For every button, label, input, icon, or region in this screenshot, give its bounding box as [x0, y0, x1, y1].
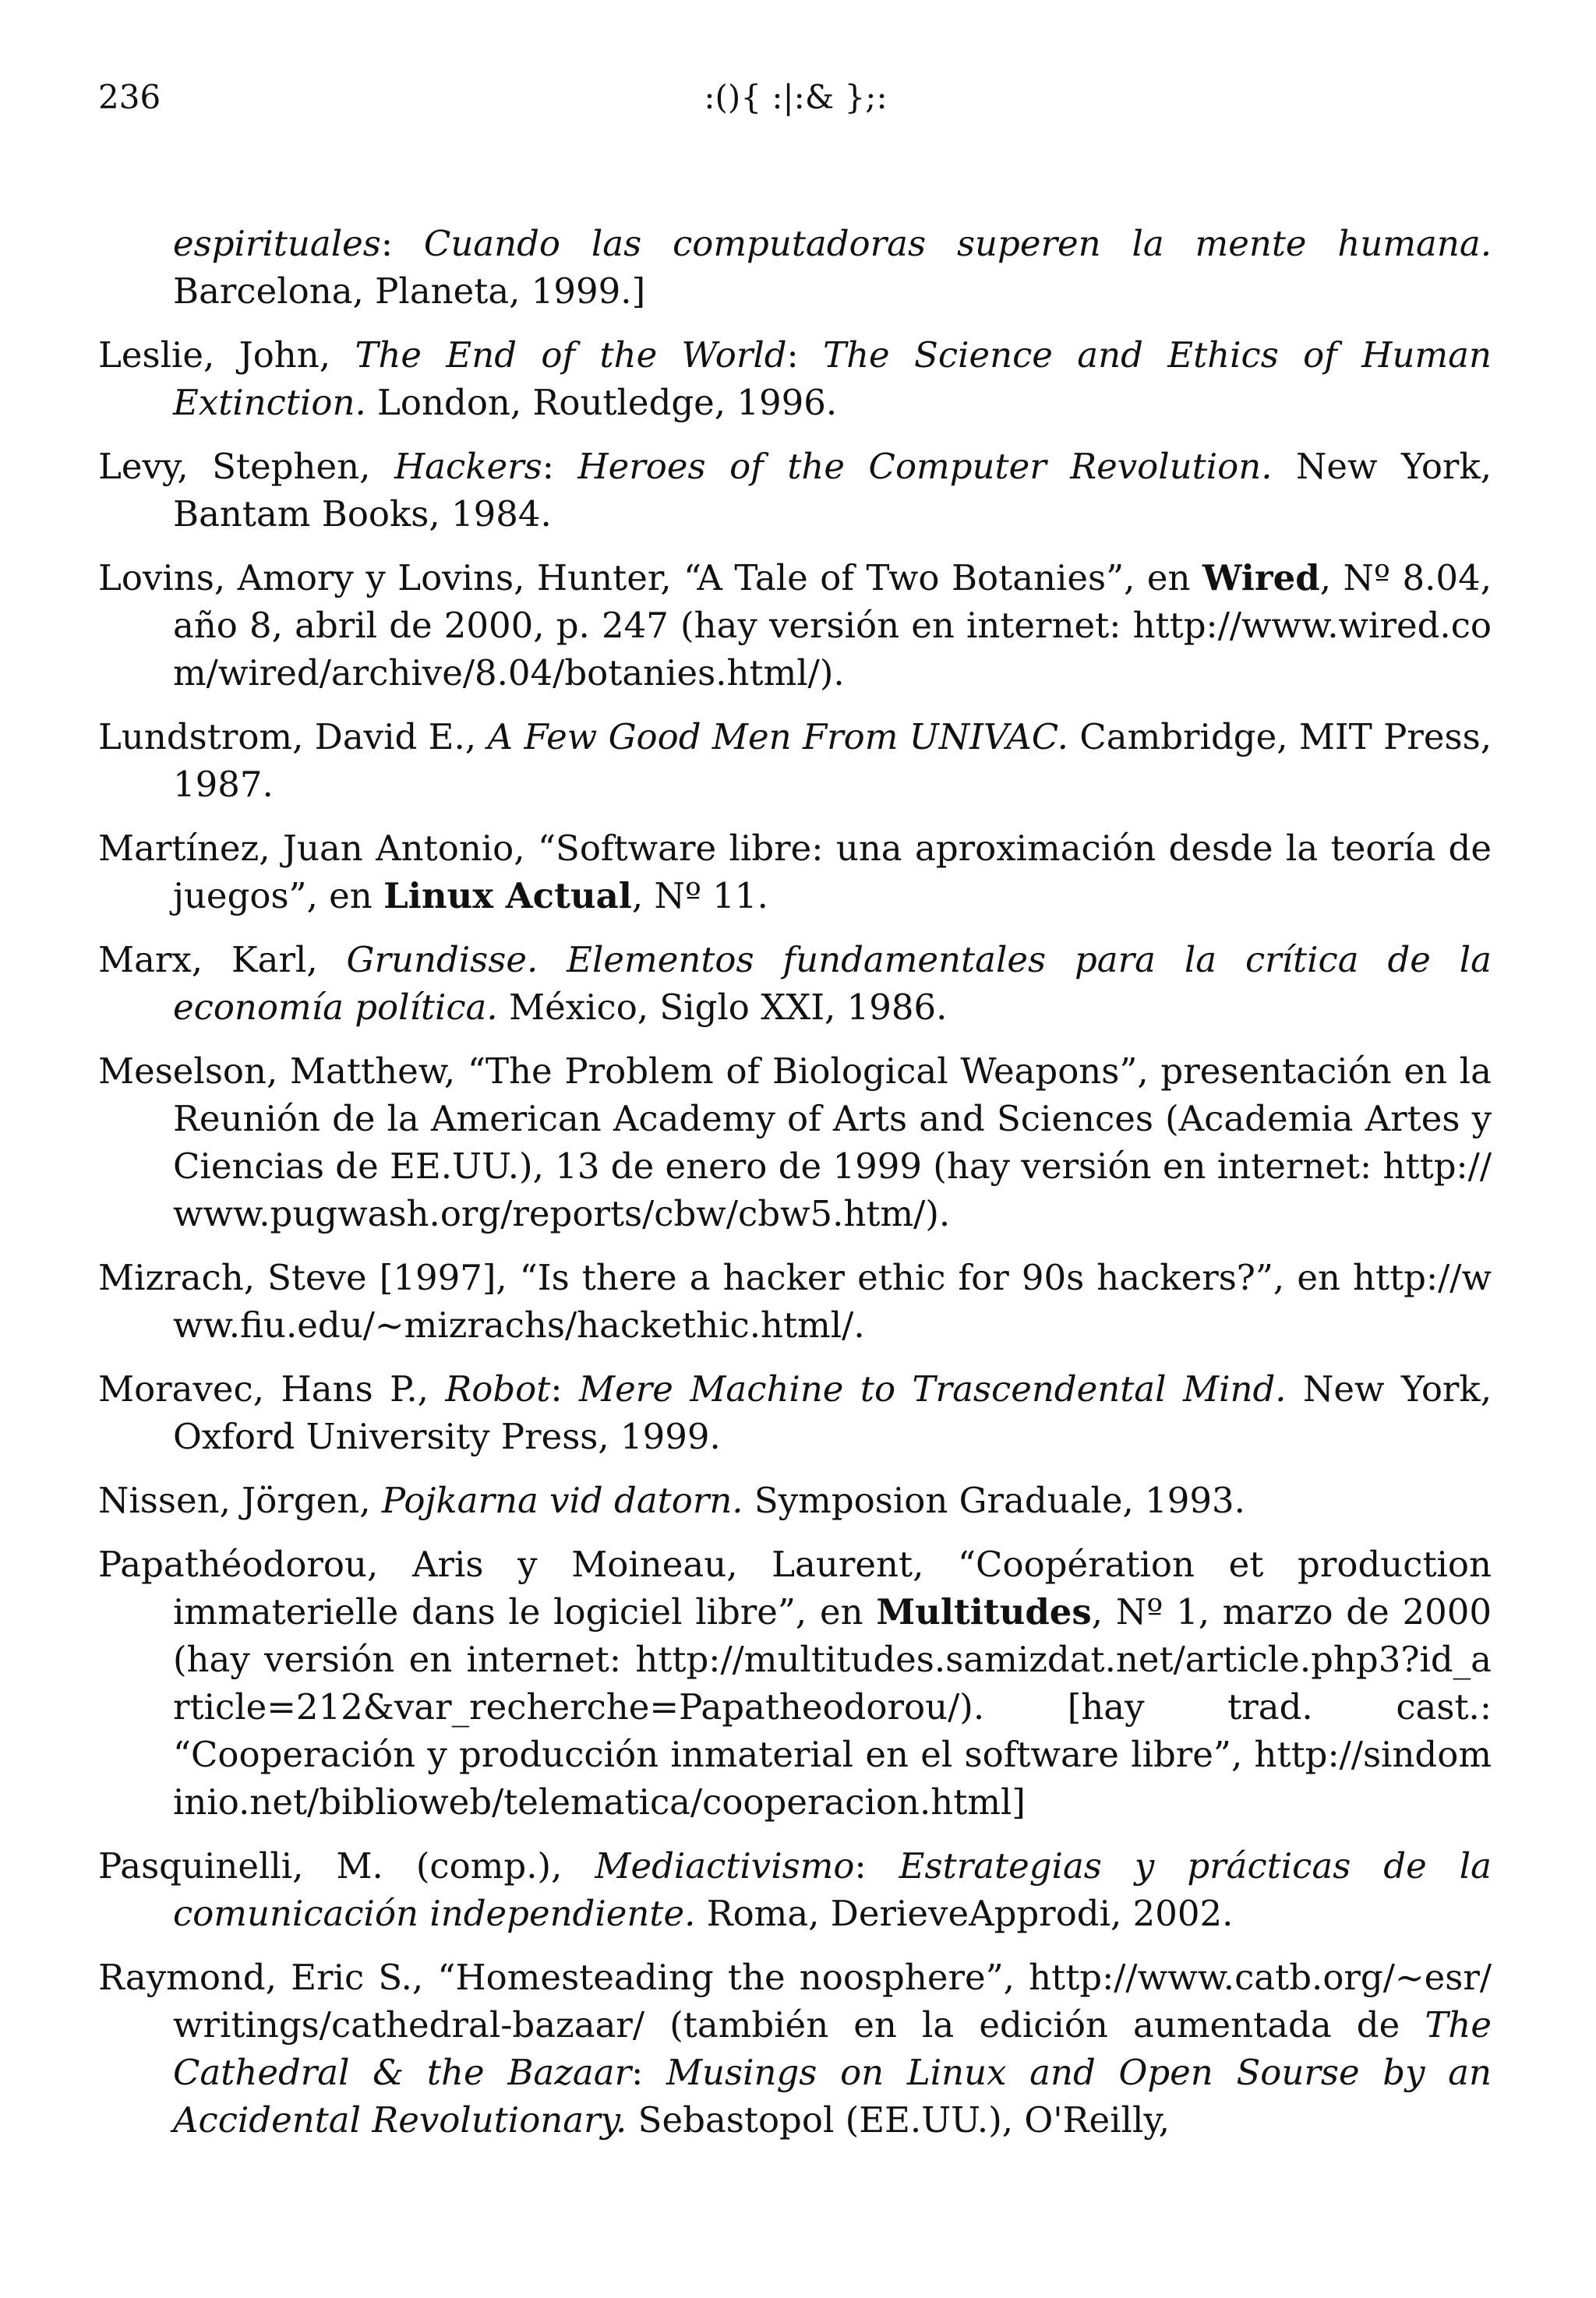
- entry-text: :: [380, 223, 424, 264]
- entry-text: Lovins, Amory y Lovins, Hunter, “A Tale of Two Botanies”, en: [98, 557, 1203, 598]
- entry-text: México, Siglo XXI, 1986.: [497, 987, 948, 1028]
- bibliography-entry: [98, 1254, 1492, 1349]
- entry-text: Levy, Stephen,: [98, 446, 394, 487]
- entry-text: Raymond, Eric S., “Homesteading the noosphere”,: [98, 1957, 1029, 1998]
- entry-text: , Nº 8.04, año 8, abril de 2000, p. 247 (hay versión en internet:: [173, 557, 1492, 646]
- entry-url: http://sindominio.net/biblioweb/telematica/cooperacion.html: [173, 1734, 1492, 1823]
- entry-text: Pasquinelli, M. (comp.),: [98, 1845, 595, 1887]
- entry-text: :: [631, 2052, 666, 2093]
- bibliography-entry: [98, 1365, 1492, 1460]
- bibliography-entry: [98, 1477, 1492, 1524]
- entry-text: ]: [1012, 1781, 1026, 1823]
- bibliography-entry: [98, 1541, 1492, 1826]
- entry-text: Sebastopol (EE.UU.), O'Reilly,: [627, 2099, 1171, 2141]
- entry-text: .: [853, 1304, 865, 1346]
- bibliography-entry: [98, 220, 1492, 315]
- entry-text: , Nº 11.: [631, 875, 768, 916]
- entry-url: http://www.wired.com/wired/archive/8.04/botanies.html/: [173, 605, 1492, 694]
- entry-url: http://multitudes.samizdat.net/article.php3?id_article=212&var_recherche=Papatheodorou/: [173, 1639, 1492, 1728]
- bibliography-entry: [98, 824, 1492, 920]
- bibliography-entry: [98, 713, 1492, 808]
- entry-text: , Nº 1, marzo de 2000 (hay versión en internet:: [173, 1591, 1492, 1680]
- entry-text: :: [786, 334, 824, 376]
- entry-text: Papathéodorou, Aris y Moineau, Laurent, “Coopération et production immaterielle dans le logiciel libre”, en: [98, 1544, 1492, 1633]
- entry-text: :: [542, 446, 578, 487]
- entry-text: ).: [819, 652, 845, 694]
- entry-text: Lundstrom, David E.,: [98, 716, 488, 757]
- entry-title-italic: A Few Good Men From UNIVAC.: [487, 716, 1068, 757]
- entry-title-italic: Grundisse. Elementos fundamentales para la crítica de la economía política.: [173, 939, 1492, 1028]
- bibliography-entry: [98, 554, 1492, 697]
- entry-title-italic: The Science and Ethics of Human Extinction.: [173, 334, 1492, 423]
- entry-text: Marx, Karl,: [98, 939, 347, 980]
- bibliography-entry: [98, 1047, 1492, 1237]
- entry-text: Leslie, John,: [98, 334, 355, 376]
- entry-publication-bold: Linux Actual: [383, 875, 632, 916]
- entry-title-italic: The Cathedral & the Bazaar: [173, 2004, 1492, 2093]
- entry-text: :: [550, 1368, 580, 1410]
- entry-title-italic: Cuando las computadoras superen la mente humana.: [423, 223, 1492, 264]
- entry-url: http://www.catb.org/~esr/writings/cathedral-bazaar/: [173, 1957, 1492, 2046]
- entry-title-italic: The End of the World: [355, 334, 787, 376]
- entry-title-italic: Musings on Linux and Open Sourse by an Accidental Revolutionary.: [173, 2052, 1492, 2141]
- running-head: :(){ :|:& };:: [704, 78, 888, 116]
- bibliography-entry: [98, 1954, 1492, 2144]
- entry-text: London, Routledge, 1996.: [365, 382, 838, 423]
- entry-title-italic: Mediactivismo: [595, 1845, 855, 1887]
- entry-text: Martínez, Juan Antonio, “Software libre: una aproximación desde la teoría de juegos”, en: [98, 828, 1492, 916]
- entry-url: http://www.pugwash.org/reports/cbw/cbw5.htm/: [173, 1145, 1492, 1234]
- entry-title-italic: Hackers: [394, 446, 542, 487]
- entry-text: ).: [925, 1193, 951, 1234]
- entry-title-italic: Heroes of the Computer Revolution.: [577, 446, 1273, 487]
- entry-text: Barcelona, Planeta, 1999.]: [173, 270, 646, 312]
- entry-text: :: [854, 1845, 899, 1887]
- bibliography-entry: [98, 936, 1492, 1031]
- entry-title-italic: Robot: [445, 1368, 551, 1410]
- entry-publication-bold: Multitudes: [876, 1591, 1092, 1633]
- bibliography-entry: [98, 1842, 1492, 1937]
- entry-url: http://www.fiu.edu/~mizrachs/hackethic.html/: [173, 1257, 1492, 1346]
- entry-text: Meselson, Matthew, “The Problem of Biological Weapons”, presentación en la Reunión de la American Academy of Arts and Sciences (Academia Artes y Ciencias de EE.UU.), 13 de enero de 1999 (hay versión en internet:: [98, 1050, 1492, 1187]
- bibliography-entry: [98, 331, 1492, 426]
- entry-title-italic: Pojkarna vid datorn.: [381, 1480, 743, 1521]
- bibliography-list: [98, 220, 1492, 2160]
- page-number: 236: [98, 78, 161, 116]
- entry-text: (también en la edición aumentada de: [644, 2004, 1425, 2046]
- entry-text: Mizrach, Steve [1997], “Is there a hacker ethic for 90s hackers?”, en: [98, 1257, 1354, 1298]
- entry-title-italic: Mere Machine to Trascendental Mind.: [579, 1368, 1287, 1410]
- entry-title-italic: espirituales: [173, 223, 381, 264]
- entry-publication-bold: Wired: [1202, 557, 1320, 598]
- entry-title-italic: Estrategias y prácticas de la comunicación independiente.: [173, 1845, 1492, 1934]
- bibliography-entry: [98, 443, 1492, 538]
- entry-text: Nissen, Jörgen,: [98, 1480, 382, 1521]
- entry-text: New York, Bantam Books, 1984.: [173, 446, 1492, 535]
- entry-text: Roma, DerieveApprodi, 2002.: [695, 1893, 1234, 1934]
- entry-text: New York, Oxford University Press, 1999.: [173, 1368, 1492, 1457]
- entry-text: Symposion Graduale, 1993.: [743, 1480, 1245, 1521]
- entry-text: Moravec, Hans P.,: [98, 1368, 446, 1410]
- entry-text: Cambridge, MIT Press, 1987.: [173, 716, 1492, 805]
- page-header: [98, 78, 1493, 125]
- entry-text: ). [hay trad. cast.: “Cooperación y producción inmaterial en el software libre”,: [173, 1686, 1492, 1775]
